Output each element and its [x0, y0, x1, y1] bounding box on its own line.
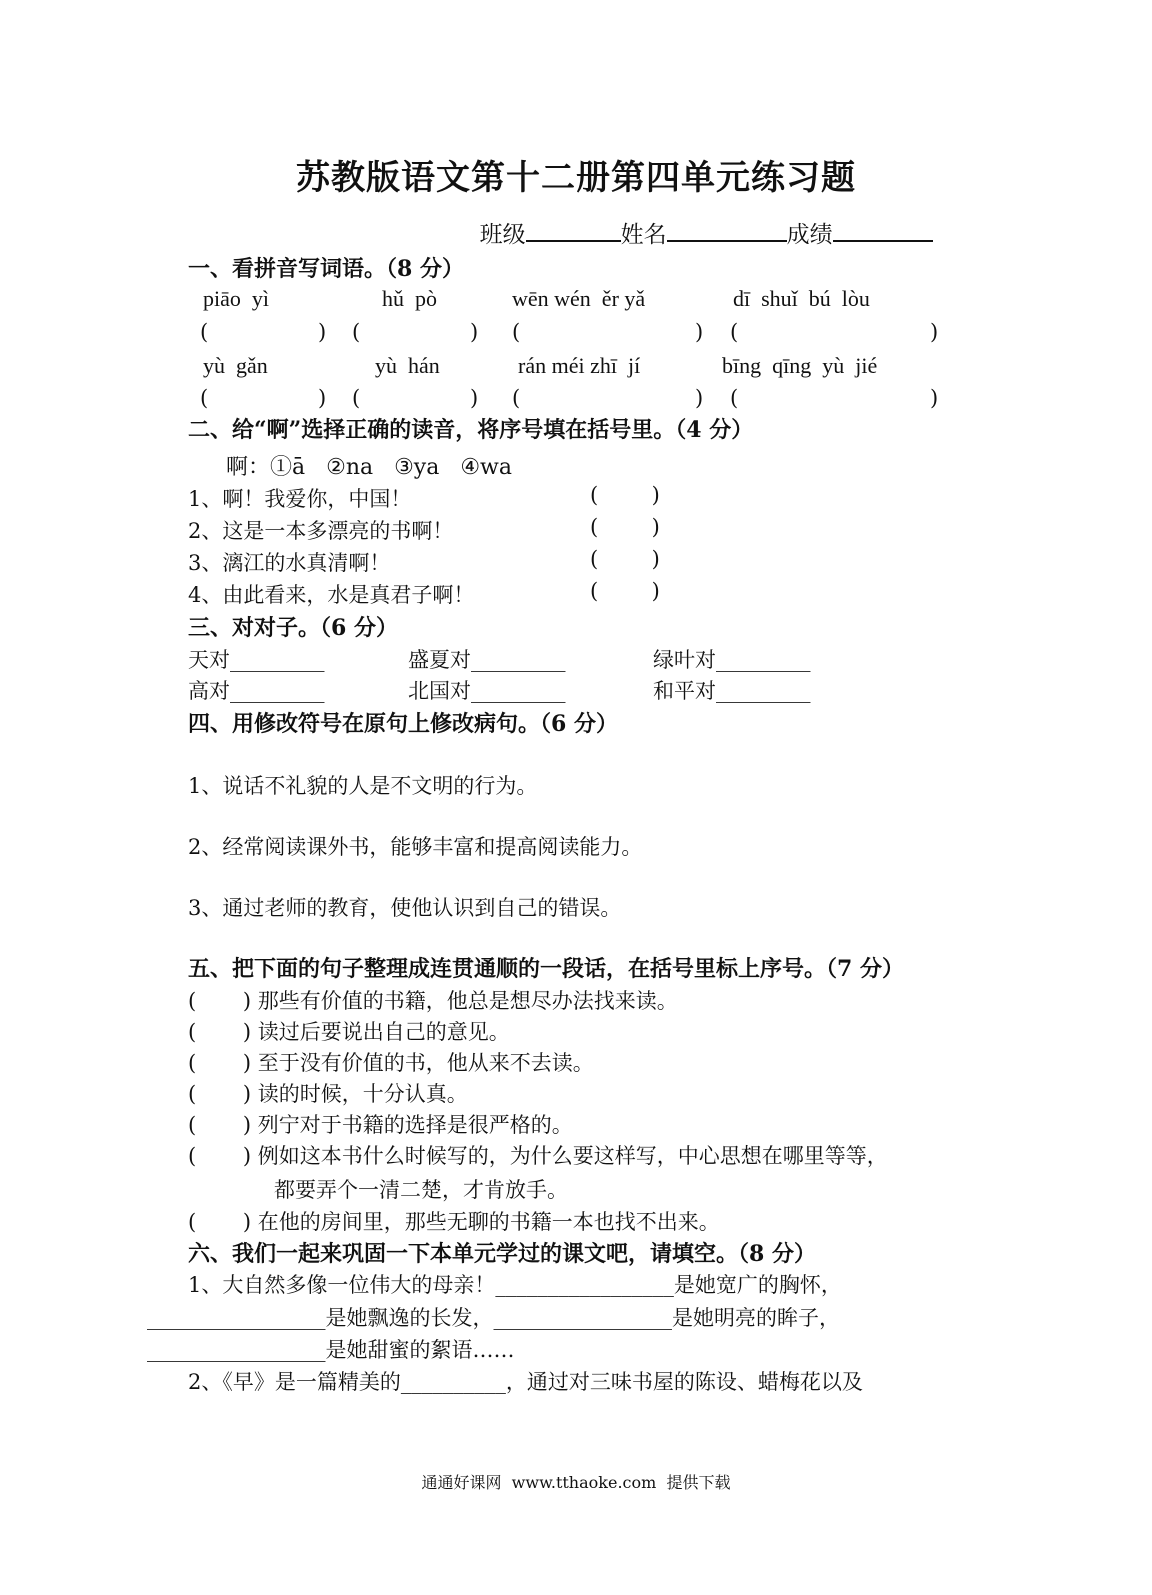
list-item: 2、经常阅读课外书，能够丰富和提高阅读能力。 — [188, 835, 643, 859]
page-title: 苏教版语文第十二册第四单元练习题 — [296, 158, 856, 198]
name-field[interactable] — [667, 216, 787, 242]
fill-line[interactable]: 1、大自然多像一位伟大的母亲！_________________是她宽广的胸怀， — [188, 1273, 842, 1297]
pinyin-item: rán méi zhī jí — [518, 353, 641, 378]
section-3-heading: 三、对对子。（6 分） — [188, 615, 398, 641]
pinyin-item: wēn wén ěr yǎ — [512, 286, 646, 311]
paren-close: ) — [470, 386, 479, 410]
paren-open: ( — [200, 386, 209, 410]
paren-close: ) — [930, 320, 939, 344]
paren-open: ( — [352, 386, 361, 410]
list-item[interactable]: ( ) 列宁对于书籍的选择是很严格的。 — [188, 1113, 573, 1137]
paren-open: ( — [730, 386, 739, 410]
list-item: 3、漓江的水真清啊！ — [188, 551, 391, 575]
pinyin-item: yù gǎn — [203, 353, 268, 378]
list-item: 3、通过老师的教育，使他认识到自己的错误。 — [188, 896, 622, 920]
reading-options: 啊：①ā ②na ③ya ④wa — [226, 455, 513, 480]
pinyin-item: yù hán — [375, 353, 440, 378]
score-label: 成绩 — [786, 222, 833, 248]
class-field[interactable] — [526, 216, 621, 242]
pinyin-item: dī shuǐ bú lòu — [733, 286, 870, 311]
list-item-continuation: 都要弄个一清二楚，才肯放手。 — [274, 1178, 568, 1202]
section-2-heading: 二、给“啊”选择正确的读音，将序号填在括号里。（4 分） — [188, 417, 754, 443]
list-item: 1、说话不礼貌的人是不文明的行为。 — [188, 774, 538, 798]
couplet-item[interactable]: 绿叶对_________ — [653, 648, 811, 672]
paren-close: ) — [318, 386, 327, 410]
pinyin-item: bīng qīng yù jié — [722, 353, 878, 378]
class-label: 班级 — [479, 222, 526, 248]
list-item[interactable]: ( ) 读过后要说出自己的意见。 — [188, 1020, 510, 1044]
answer-paren[interactable]: ( ) — [590, 515, 660, 539]
paren-open: ( — [200, 320, 209, 344]
list-item[interactable]: ( ) 在他的房间里，那些无聊的书籍一本也找不出来。 — [188, 1210, 720, 1234]
paren-open: ( — [352, 320, 361, 344]
list-item: 1、啊！我爱你，中国！ — [188, 487, 412, 511]
student-info — [465, 190, 933, 249]
paren-close: ) — [930, 386, 939, 410]
couplet-item[interactable]: 高对_________ — [188, 679, 325, 703]
paren-open: ( — [512, 320, 521, 344]
answer-paren[interactable]: ( ) — [590, 547, 660, 571]
answer-paren[interactable]: ( ) — [590, 579, 660, 603]
fill-line[interactable]: _________________是她飘逸的长发，_________________是她明亮的眸子， — [147, 1306, 840, 1330]
pinyin-item: piāo yì — [203, 286, 269, 311]
section-5-heading: 五、把下面的句子整理成连贯通顺的一段话，在括号里标上序号。（7 分） — [188, 956, 904, 982]
footer-text: 通通好课网 www.tthaoke.com 提供下载 — [421, 1473, 731, 1492]
list-item[interactable]: ( ) 那些有价值的书籍，他总是想尽办法找来读。 — [188, 989, 678, 1013]
couplet-item[interactable]: 盛夏对_________ — [408, 648, 566, 672]
name-label: 姓名 — [620, 222, 667, 248]
pinyin-item: hǔ pò — [382, 286, 437, 311]
fill-line[interactable]: _________________是她甜蜜的絮语…… — [147, 1338, 515, 1362]
list-item: 2、这是一本多漂亮的书啊！ — [188, 519, 454, 543]
couplet-item[interactable]: 北国对_________ — [408, 679, 566, 703]
paren-close: ) — [470, 320, 479, 344]
section-1-heading: 一、看拼音写词语。（8 分） — [188, 256, 464, 282]
paren-open: ( — [512, 386, 521, 410]
paren-open: ( — [730, 320, 739, 344]
section-6-heading: 六、我们一起来巩固一下本单元学过的课文吧，请填空。（8 分） — [188, 1241, 816, 1267]
list-item: 4、由此看来，水是真君子啊！ — [188, 583, 475, 607]
paren-close: ) — [695, 320, 704, 344]
list-item[interactable]: ( ) 至于没有价值的书，他从来不去读。 — [188, 1051, 594, 1075]
list-item[interactable]: ( ) 读的时候，十分认真。 — [188, 1082, 468, 1106]
answer-paren[interactable]: ( ) — [590, 483, 660, 507]
couplet-item[interactable]: 天对_________ — [188, 648, 325, 672]
paren-close: ) — [318, 320, 327, 344]
score-field[interactable] — [833, 216, 933, 242]
couplet-item[interactable]: 和平对_________ — [653, 679, 811, 703]
paren-close: ) — [695, 386, 704, 410]
section-4-heading: 四、用修改符号在原句上修改病句。（6 分） — [188, 711, 618, 737]
fill-line[interactable]: 2、《早》是一篇精美的__________，通过对三味书屋的陈设、蜡梅花以及 — [188, 1370, 863, 1394]
list-item[interactable]: ( ) 例如这本书什么时候写的，为什么要这样写，中心思想在哪里等等， — [188, 1144, 888, 1168]
